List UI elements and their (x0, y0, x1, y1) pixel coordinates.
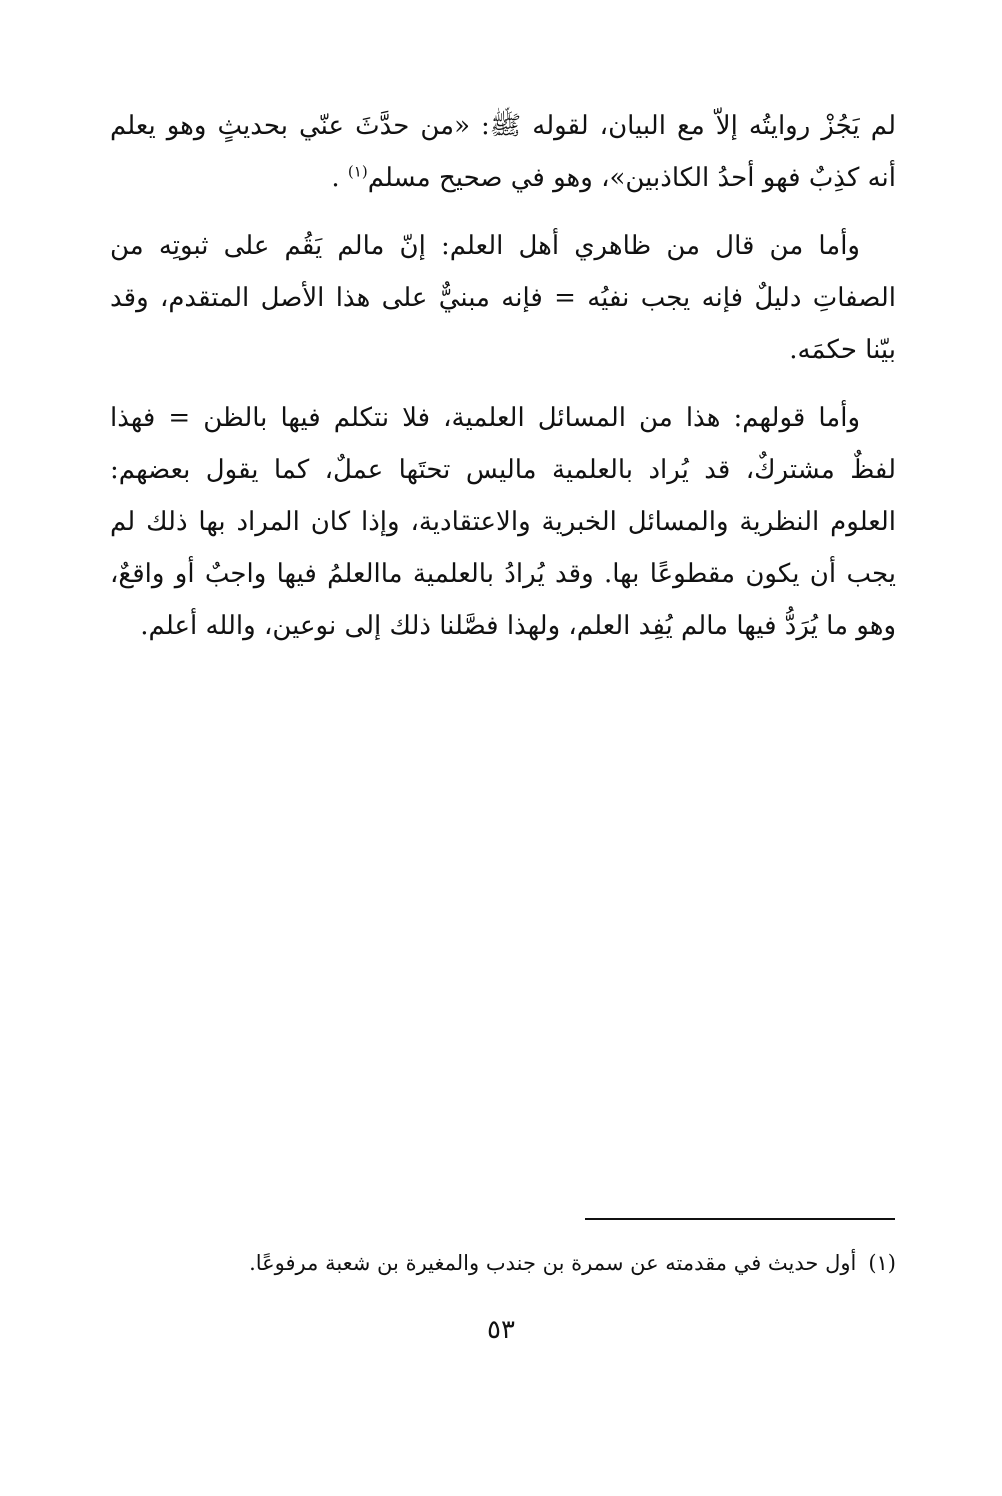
paragraph-3: وأما قولهم: هذا من المسائل العلمية، فلا نتكلم فيها بالظن = فهذا لفظٌ مشتركٌ، قد يُراد بالعلمية ماليس تحتَها عملٌ، كما يقول بعضهم: العلوم النظرية والمسائل الخبرية والاعتقادية، وإذا كان المراد بها ذلك لم يجب أن يكون مقطوعًا بها. وقد يُرادُ بالعلمية ماالعلمُ فيها واجبٌ أو واقعٌ، وهو ما يُرَدُّ فيها مالم يُفِد العلم، ولهذا فصَّلنا ذلك إلى نوعين، والله أعلم. (110, 403, 896, 641)
footnote-number: (١) (868, 1251, 896, 1275)
paragraph-1-text: لم يَجُزْ روايتُه إلاّ مع البيان، لقوله ﷺ: «من حدَّثَ عنّي بحديثٍ وهو يعلم أنه كذِبٌ فهو أحدُ الكاذبين»، وهو في صحيح مسلم (110, 111, 896, 193)
paragraph-1-tail: . (331, 163, 348, 193)
main-text (110, 100, 896, 668)
footnote-divider (585, 1218, 895, 1220)
paragraph-1 (110, 100, 896, 204)
footnote-text: أول حديث في مقدمته عن سمرة بن جندب والمغيرة بن شعبة مرفوعًا. (249, 1251, 857, 1275)
footnote-reference[interactable]: (١) (347, 162, 368, 181)
footnote (110, 1246, 896, 1280)
paragraph-2: وأما من قال من ظاهري أهل العلم: إنّ مالم يَقُم على ثبوتِه من الصفاتِ دليلٌ فإنه يجب نفيُه = فإنه مبنيٌّ على هذا الأصل المتقدم، وقد بيّنا حكمَه. (110, 231, 896, 365)
page-number: ٥٣ (487, 1315, 515, 1345)
